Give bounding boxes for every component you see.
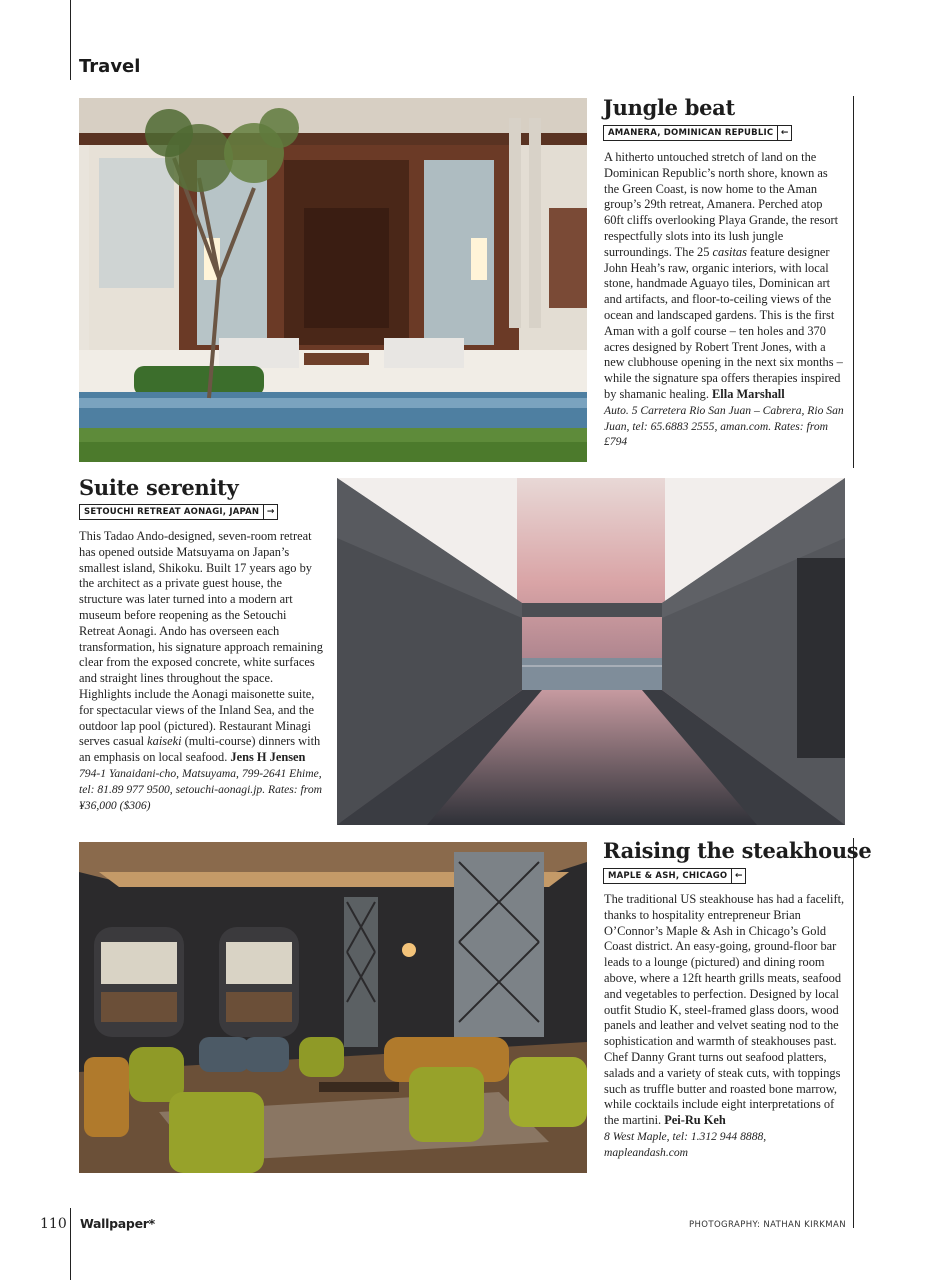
- body-text-part: The traditional US steakhouse has had a facelift, thanks to hospitality entrepreneur Brian O’Connor’s Maple & Ash in Chicago’s Gold Coast district. An easy-going, ground-floor bar leads to a lounge (pictured) and dining room above, where a 12ft hearth grills meats, seafood and vegetables to perfection. Designed by local outfit Studio K, steel-framed glass doors, wood panels and leather and velvet seating nod to the sophistication and warmth of steakhouses past. Chef Danny Grant turns out seafood platters, salads and a variety of steak cuts, with toppings such as truffle butter and roasted bone marrow, while cocktails include eight interpretations of the martini.: [604, 892, 845, 1128]
- magazine-brand: Wallpaper*: [80, 1216, 155, 1231]
- left-margin-rule-footer: [70, 1208, 71, 1280]
- venue-info: 794-1 Yanaidani-cho, Matsuyama, 799-2641 Ehime, tel: 81.89 977 9500, setouchi-aonagi.jp. Rates: from ¥36,000 ($306): [79, 766, 323, 812]
- photo-amanera: [79, 98, 587, 462]
- location-tag-maple-ash: [603, 868, 746, 884]
- arrow-right-icon: →: [263, 505, 277, 519]
- body-text-emphasis: casitas: [712, 244, 747, 259]
- venue-info: 8 West Maple, tel: 1.312 944 8888, mapleandash.com: [604, 1129, 767, 1159]
- byline: Pei-Ru Keh: [664, 1113, 726, 1128]
- arrow-left-icon: ←: [777, 126, 791, 140]
- left-margin-rule: [70, 0, 71, 80]
- headline-jungle-beat: Jungle beat: [603, 95, 735, 120]
- body-text-part: feature designer John Heah’s raw, organic interiors, with local stone, handmade Aguayo tiles, Dominican art and artifacts, and floor-to-ceiling views of the ocean and landscaped gardens. This is the first Aman with a golf course – ten holes and 370 acres designed by Robert Trent Jones, with a new clubhouse opening in the next six months – while the signature spa offers therapies inspired by shamanic healing.: [604, 244, 843, 401]
- body-text-emphasis: kaiseki: [147, 734, 182, 749]
- arrow-left-icon: ←: [731, 869, 745, 883]
- byline: Ella Marshall: [712, 386, 785, 401]
- article-body-maple-ash: [604, 892, 847, 1161]
- body-text-part: A hitherto untouched stretch of land on the Dominican Republic’s north shore, known as the Green Coast, is now home to the Aman group’s 29th retreat, Amanera. Perched atop 60ft cliffs overlooking Playa Grande, the resort respectfully slots into its lush jungle surroundings. The 25: [604, 150, 839, 259]
- photo-maple-ash-lounge: [79, 842, 587, 1173]
- location-tag-amanera: [603, 125, 792, 141]
- location-tag-setouchi: [79, 504, 278, 520]
- body-text-part: This Tadao Ando-designed, seven-room retreat has opened outside Matsuyama on Japan’s smallest island, Shikoku. Built 17 years ago by the architect as a private guest house, the structure was later turned into a modern art museum before reopening as the Setouchi Retreat Aonagi. Ando has overseen each transformation, his signature approach remaining clear from the exposed concrete, white surfaces and straight lines throughout the space. Highlights include the Aonagi maisonette suite, for spectacular views of the Inland Sea, and the outdoor lap pool (pictured). Restaurant Minagi serves casual: [79, 529, 323, 749]
- headline-suite-serenity: Suite serenity: [79, 475, 239, 500]
- location-tag-text: SETOUCHI RETREAT AONAGI, JAPAN: [84, 507, 260, 517]
- byline: Jens H Jensen: [230, 750, 306, 765]
- page-number: 110: [40, 1216, 67, 1232]
- location-tag-text: MAPLE & ASH, CHICAGO: [608, 871, 728, 881]
- photo-setouchi-pool: [337, 478, 845, 825]
- location-tag-text: AMANERA, DOMINICAN REPUBLIC: [608, 128, 774, 138]
- article-body-setouchi: [79, 529, 324, 813]
- headline-raising-the-steakhouse: Raising the steakhouse: [603, 838, 872, 863]
- venue-info: Auto. 5 Carretera Rio San Juan – Cabrera, Rio San Juan, tel: 65.6883 2555, aman.com. Rates: from £794: [604, 403, 844, 449]
- article-body-amanera: [604, 150, 844, 450]
- section-label: Travel: [79, 56, 141, 77]
- right-margin-rule: [853, 96, 854, 468]
- body-text-part: (multi-course) dinners with an emphasis on local seafood.: [79, 734, 321, 765]
- right-margin-rule-lower: [853, 838, 854, 1228]
- photo-credit: PHOTOGRAPHY: NATHAN KIRKMAN: [688, 1220, 846, 1230]
